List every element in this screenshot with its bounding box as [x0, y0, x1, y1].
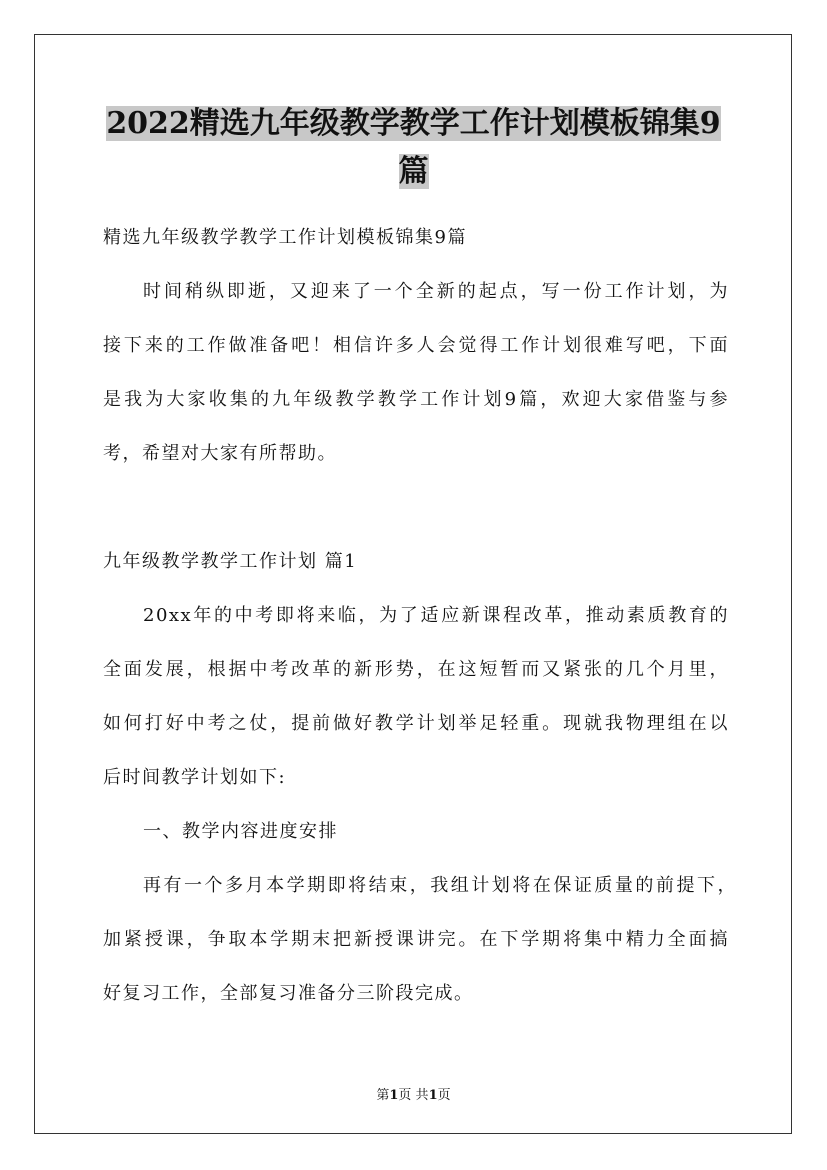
paragraph-line: 加紧授课，争取本学期末把新授课讲完。在下学期将集中精力全面搞: [103, 929, 729, 950]
paragraph-line: 再有一个多月本学期即将结束，我组计划将在保证质量的前提下，: [143, 875, 737, 896]
page-footer: [0, 1084, 827, 1103]
subsection-heading: 一、教学内容进度安排: [143, 821, 338, 842]
paragraph-line: 20xx年的中考即将来临，为了适应新课程改革，推动素质教育的: [143, 605, 729, 626]
title-line-1: 2022精选九年级教学教学工作计划模板锦集9: [106, 106, 721, 141]
paragraph-line: 后时间教学计划如下:: [103, 767, 287, 788]
footer-page-number: 1: [389, 1088, 399, 1103]
paragraph-line: 考，希望对大家有所帮助。: [103, 443, 337, 464]
paragraph-line: 接下来的工作做准备吧！相信许多人会觉得工作计划很难写吧，下面: [103, 335, 729, 356]
paragraph-line: 是我为大家收集的九年级教学教学工作计划9篇，欢迎大家借鉴与参: [103, 389, 729, 410]
subtitle-line: 精选九年级教学教学工作计划模板锦集9篇: [103, 227, 467, 248]
footer-prefix: 第: [376, 1088, 390, 1103]
footer-page-total: 1: [428, 1088, 438, 1103]
paragraph-line: 如何打好中考之仗，提前做好教学计划举足轻重。现就我物理组在以: [103, 713, 729, 734]
footer-suffix: 页: [437, 1088, 451, 1103]
page-border: [34, 34, 792, 1134]
title-line-2: 篇: [398, 154, 429, 189]
paragraph-line: 时间稍纵即逝，又迎来了一个全新的起点，写一份工作计划，为: [143, 281, 729, 302]
document-title: [0, 100, 827, 196]
section-heading: 九年级教学教学工作计划 篇1: [103, 551, 358, 572]
footer-middle: 页 共: [398, 1088, 429, 1103]
paragraph-line: 好复习工作，全部复习准备分三阶段完成。: [103, 983, 474, 1004]
paragraph-line: 全面发展，根据中考改革的新形势，在这短暂而又紧张的几个月里，: [103, 659, 729, 680]
